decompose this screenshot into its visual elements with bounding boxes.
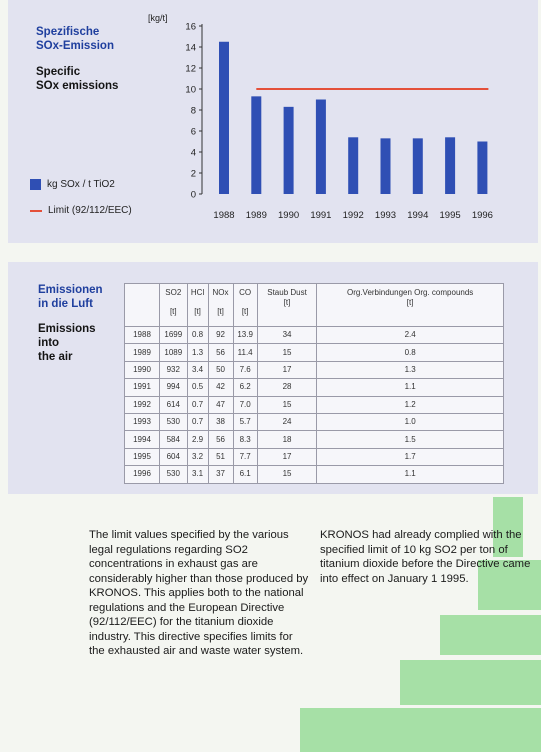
table-row <box>125 379 504 396</box>
cell-hcl: 0.7 <box>187 396 208 413</box>
col-header-dust: Staub Dust [t] <box>257 284 316 327</box>
chart-title-de: Spezifische SOx-Emission <box>36 26 114 52</box>
decor-block <box>400 660 541 705</box>
table-header-year <box>125 284 160 327</box>
x-tick-label: 1994 <box>407 210 429 221</box>
bar <box>251 96 261 194</box>
cell-org: 0.8 <box>317 344 504 361</box>
cell-year: 1993 <box>125 413 160 430</box>
cell-dust: 15 <box>257 344 316 361</box>
cell-so2: 530 <box>160 466 188 483</box>
cell-hcl: 3.1 <box>187 466 208 483</box>
bars <box>219 42 487 194</box>
bar <box>316 100 326 195</box>
cell-org: 1.5 <box>317 431 504 448</box>
cell-dust: 15 <box>257 396 316 413</box>
legend-bar-swatch <box>30 179 41 190</box>
cell-nox: 42 <box>208 379 233 396</box>
cell-org: 1.7 <box>317 448 504 465</box>
cell-so2: 530 <box>160 413 188 430</box>
cell-so2: 932 <box>160 361 188 378</box>
y-unit-label: [kg/t] <box>148 13 168 23</box>
x-tick-label: 1993 <box>374 210 397 221</box>
cell-year: 1994 <box>125 431 160 448</box>
cell-co: 6.1 <box>233 466 257 483</box>
cell-nox: 92 <box>208 327 233 344</box>
cell-dust: 18 <box>257 431 316 448</box>
x-tick-label: 1990 <box>278 210 300 221</box>
cell-dust: 28 <box>257 379 316 396</box>
table-body <box>125 327 504 484</box>
cell-co: 6.2 <box>233 379 257 396</box>
cell-year: 1991 <box>125 379 160 396</box>
cell-year: 1988 <box>125 327 160 344</box>
bar <box>381 138 391 194</box>
body-text-right: KRONOS had already complied with the specified limit of 10 kg SO2 per ton of titanium dioxide before the Directive came into effect on January 1 1995. <box>320 529 531 585</box>
cell-nox: 47 <box>208 396 233 413</box>
y-tick-label: 10 <box>185 84 196 96</box>
cell-co: 8.3 <box>233 431 257 448</box>
bar <box>219 42 229 194</box>
col-header-org: Org.Verbindungen Org. compounds [t] <box>317 284 504 327</box>
cell-nox: 50 <box>208 361 233 378</box>
cell-co: 7.7 <box>233 448 257 465</box>
table-row <box>125 448 504 465</box>
y-tick-label: 12 <box>185 63 196 75</box>
cell-so2: 604 <box>160 448 188 465</box>
table-row <box>125 413 504 430</box>
cell-org: 1.1 <box>317 466 504 483</box>
col-header-so2: SO2 [t] <box>160 284 188 327</box>
table-title-de: Emissionen in die Luft <box>38 284 103 310</box>
cell-so2: 614 <box>160 396 188 413</box>
cell-hcl: 3.2 <box>187 448 208 465</box>
emissions-table <box>124 283 504 484</box>
cell-dust: 15 <box>257 466 316 483</box>
col-header-nox: NOx [t] <box>208 284 233 327</box>
cell-year: 1995 <box>125 448 160 465</box>
bar <box>477 142 487 195</box>
cell-org: 2.4 <box>317 327 504 344</box>
y-axis <box>185 22 202 201</box>
table-row <box>125 466 504 483</box>
cell-dust: 17 <box>257 361 316 378</box>
legend-item-limit <box>30 205 132 216</box>
table-row <box>125 361 504 378</box>
cell-dust: 17 <box>257 448 316 465</box>
cell-dust: 34 <box>257 327 316 344</box>
cell-hcl: 3.4 <box>187 361 208 378</box>
x-tick-label: 1989 <box>245 210 267 221</box>
table-row <box>125 344 504 361</box>
y-tick-label: 0 <box>190 189 196 201</box>
cell-so2: 584 <box>160 431 188 448</box>
y-tick-label: 14 <box>185 42 196 54</box>
col-header-hcl: HCl [t] <box>187 284 208 327</box>
cell-nox: 56 <box>208 344 233 361</box>
cell-nox: 56 <box>208 431 233 448</box>
table-title-en: Emissions into the air <box>38 323 96 363</box>
bar <box>413 138 423 194</box>
x-tick-label: 1991 <box>310 210 332 221</box>
cell-year: 1989 <box>125 344 160 361</box>
y-tick-label: 4 <box>190 147 196 159</box>
chart-title-en: Specific SOx emissions <box>36 66 119 92</box>
cell-org: 1.1 <box>317 379 504 396</box>
y-tick-label: 6 <box>190 126 196 138</box>
bar <box>445 137 455 194</box>
x-tick-label: 1988 <box>213 210 235 221</box>
cell-org: 1.3 <box>317 361 504 378</box>
cell-nox: 37 <box>208 466 233 483</box>
cell-co: 11.4 <box>233 344 257 361</box>
bar <box>348 137 358 194</box>
cell-nox: 51 <box>208 448 233 465</box>
cell-hcl: 0.7 <box>187 413 208 430</box>
decor-block <box>300 708 541 752</box>
cell-hcl: 0.8 <box>187 327 208 344</box>
table-row <box>125 327 504 344</box>
cell-year: 1992 <box>125 396 160 413</box>
legend-limit-swatch <box>30 210 42 212</box>
cell-co: 13.9 <box>233 327 257 344</box>
y-tick-label: 16 <box>185 21 196 33</box>
table-row <box>125 431 504 448</box>
x-tick-label: 1995 <box>439 210 461 221</box>
legend-item-bar <box>30 179 115 190</box>
cell-org: 1.2 <box>317 396 504 413</box>
cell-year: 1990 <box>125 361 160 378</box>
x-axis <box>213 210 493 221</box>
bar <box>284 107 294 194</box>
cell-org: 1.0 <box>317 413 504 430</box>
cell-hcl: 0.5 <box>187 379 208 396</box>
cell-nox: 38 <box>208 413 233 430</box>
y-tick-label: 8 <box>190 105 196 117</box>
legend-bar-label: kg SOx / t TiO2 <box>47 179 115 190</box>
y-tick-label: 2 <box>190 168 196 180</box>
x-tick-label: 1996 <box>471 210 493 221</box>
x-tick-label: 1992 <box>342 210 364 221</box>
table-row <box>125 396 504 413</box>
legend-limit-label: Limit (92/112/EEC) <box>48 205 132 216</box>
decor-block <box>440 615 541 655</box>
cell-so2: 1089 <box>160 344 188 361</box>
cell-year: 1996 <box>125 466 160 483</box>
cell-hcl: 2.9 <box>187 431 208 448</box>
cell-co: 7.6 <box>233 361 257 378</box>
table-header-row <box>125 284 504 327</box>
cell-hcl: 1.3 <box>187 344 208 361</box>
body-text-left: The limit values specified by the various legal regulations regarding SO2 concentrations in exhaust gas are considerably higher than those produced by KRONOS. This applies both to the national regulations and the European Directive (92/112/EEC) for the titanium dioxide industry. This directive specifies limits for the exhausted air and waste water system. <box>89 529 309 657</box>
col-header-co: CO [t] <box>233 284 257 327</box>
cell-co: 7.0 <box>233 396 257 413</box>
cell-dust: 24 <box>257 413 316 430</box>
cell-co: 5.7 <box>233 413 257 430</box>
cell-so2: 1699 <box>160 327 188 344</box>
cell-so2: 994 <box>160 379 188 396</box>
